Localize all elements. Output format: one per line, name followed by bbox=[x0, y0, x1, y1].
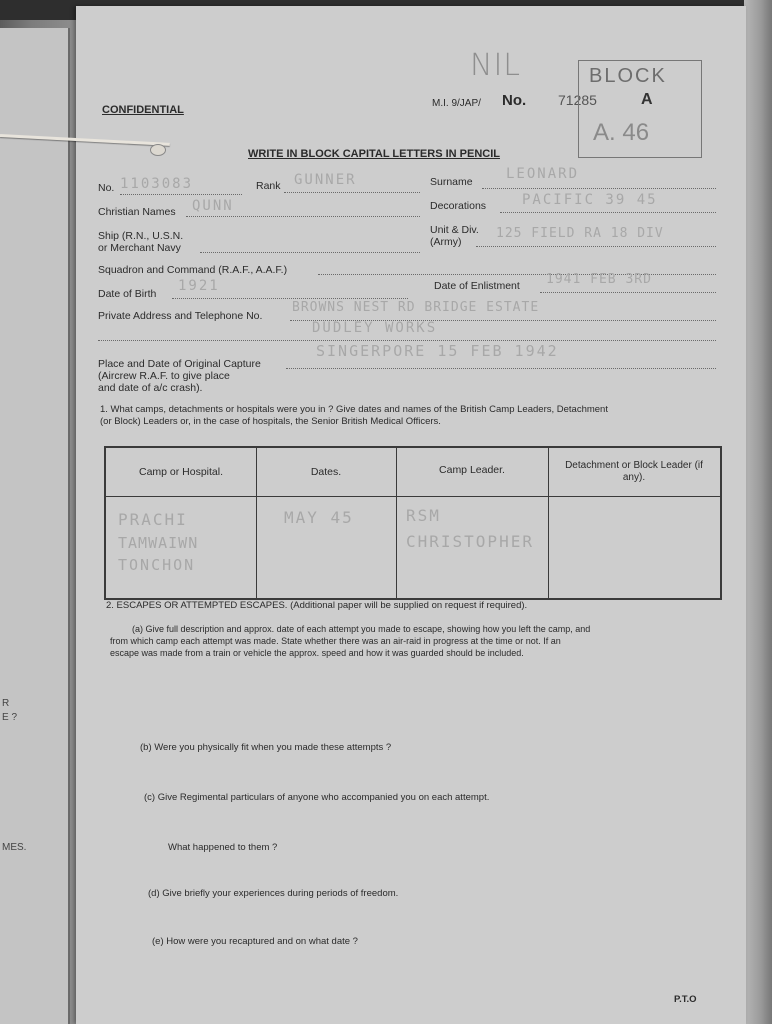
binding-knot bbox=[150, 144, 166, 156]
capture-label-line2: (Aircrew R.A.F. to give place bbox=[98, 370, 230, 382]
rank-value: GUNNER bbox=[294, 172, 357, 188]
address-label: Private Address and Telephone No. bbox=[98, 310, 263, 322]
question-2a-text-line2: from which camp each attempt was made. State whether there was an air-raid in progress at the time or not. If an bbox=[110, 636, 561, 646]
address-value-line2: DUDLEY WORKS bbox=[312, 320, 438, 336]
squadron-label: Squadron and Command (R.A.F., A.A.F.) bbox=[98, 264, 288, 276]
service-number-value: 1103083 bbox=[120, 176, 194, 192]
question-2e-text: (e) How were you recaptured and on what date ? bbox=[152, 936, 358, 947]
question-2b-text: (b) Were you physically fit when you made these attempts ? bbox=[140, 742, 392, 753]
column-header-dates: Dates. bbox=[310, 466, 342, 478]
capture-label: Place and Date of Original Capture bbox=[98, 358, 261, 370]
capture-label-line3: and date of a/c crash). bbox=[98, 382, 203, 394]
camp-entry: PRACHI bbox=[118, 510, 188, 529]
address-value: BROWNS NEST RD BRIDGE ESTATE bbox=[292, 300, 540, 315]
ship-label: Ship (R.N., U.S.N. bbox=[98, 230, 184, 242]
question-1-text: 1. What camps, detachments or hospitals were you in ? Give dates and names of the British Camp Leaders, Detachment bbox=[100, 404, 608, 415]
column-header-detachment: Detachment or Block Leader (if any). bbox=[565, 460, 703, 483]
ship-label-line2: or Merchant Navy bbox=[98, 242, 181, 254]
instruction-heading: WRITE IN BLOCK CAPITAL LETTERS IN PENCIL bbox=[248, 148, 500, 160]
question-2a-text: (a) Give full description and approx. date of each attempt you made to escape, showing how you left the camp, and bbox=[132, 624, 591, 634]
unit-label-line2: (Army) bbox=[430, 236, 462, 248]
date-of-birth-value: 1921 bbox=[178, 278, 220, 294]
camp-entry: TONCHON bbox=[118, 556, 196, 574]
question-2a-text-line3: escape was made from a train or vehicle the approx. speed and how it was guarded should be included. bbox=[110, 648, 524, 658]
document-page bbox=[76, 6, 746, 1024]
question-2d-text: (d) Give briefly your experiences during periods of freedom. bbox=[148, 888, 399, 899]
underlying-text: E ? bbox=[2, 712, 18, 723]
camp-leader-entry: RSM bbox=[406, 506, 441, 525]
christian-names-label: Christian Names bbox=[98, 206, 176, 218]
question-2-heading: 2. ESCAPES OR ATTEMPTED ESCAPES. (Additional paper will be supplied on request if required). bbox=[106, 600, 528, 611]
date-of-birth-label: Date of Birth bbox=[98, 288, 157, 300]
form-number-label: No. bbox=[502, 92, 527, 109]
column-header-camp-leader: Camp Leader. bbox=[439, 464, 505, 476]
form-reference: M.I. 9/JAP/ bbox=[432, 98, 481, 109]
stamp-nil: NIL bbox=[470, 48, 522, 83]
underlying-text: MES. bbox=[2, 842, 27, 853]
camp-leader-entry-line2: CHRISTOPHER bbox=[406, 532, 534, 551]
rank-label: Rank bbox=[256, 180, 281, 192]
enlistment-label: Date of Enlistment bbox=[434, 280, 520, 292]
camps-table bbox=[104, 446, 722, 600]
capture-value: SINGERPORE 15 FEB 1942 bbox=[316, 342, 559, 360]
decorations-value: PACIFIC 39 45 bbox=[522, 192, 658, 208]
form-number-value: 71285 bbox=[558, 92, 597, 108]
confidential-label: CONFIDENTIAL bbox=[102, 104, 184, 116]
surname-label: Surname bbox=[430, 176, 473, 188]
question-1-text-line2: (or Block) Leaders or, in the case of hospitals, the Senior British Medical Officers. bbox=[100, 416, 441, 427]
camp-entry: TAMWAIWN bbox=[118, 534, 199, 552]
pto-label: P.T.O bbox=[674, 994, 697, 1005]
stamp-block: BLOCK bbox=[589, 65, 667, 87]
decorations-label: Decorations bbox=[430, 200, 487, 212]
column-header-camp: Camp or Hospital. bbox=[138, 466, 224, 478]
underlying-text: R bbox=[2, 698, 10, 709]
unit-value: 125 FIELD RA 18 DIV bbox=[496, 226, 664, 241]
underlying-page bbox=[0, 28, 70, 1024]
service-number-label: No. bbox=[98, 182, 115, 194]
stamp-block-code: A. 46 bbox=[593, 119, 650, 146]
dates-entry: MAY 45 bbox=[284, 508, 354, 527]
question-2c-text: (c) Give Regimental particulars of anyone who accompanied you on each attempt. bbox=[144, 792, 490, 803]
christian-names-value: QUNN bbox=[192, 198, 234, 214]
surname-value: LEONARD bbox=[506, 166, 580, 182]
question-2c-followup: What happened to them ? bbox=[168, 842, 278, 853]
unit-label: Unit & Div. bbox=[430, 224, 479, 236]
stamp-block-letter: A bbox=[641, 91, 653, 108]
enlistment-value: 1941 FEB 3RD bbox=[546, 272, 652, 287]
page-stack-edge bbox=[744, 0, 772, 1024]
block-stamp-box bbox=[578, 60, 702, 158]
